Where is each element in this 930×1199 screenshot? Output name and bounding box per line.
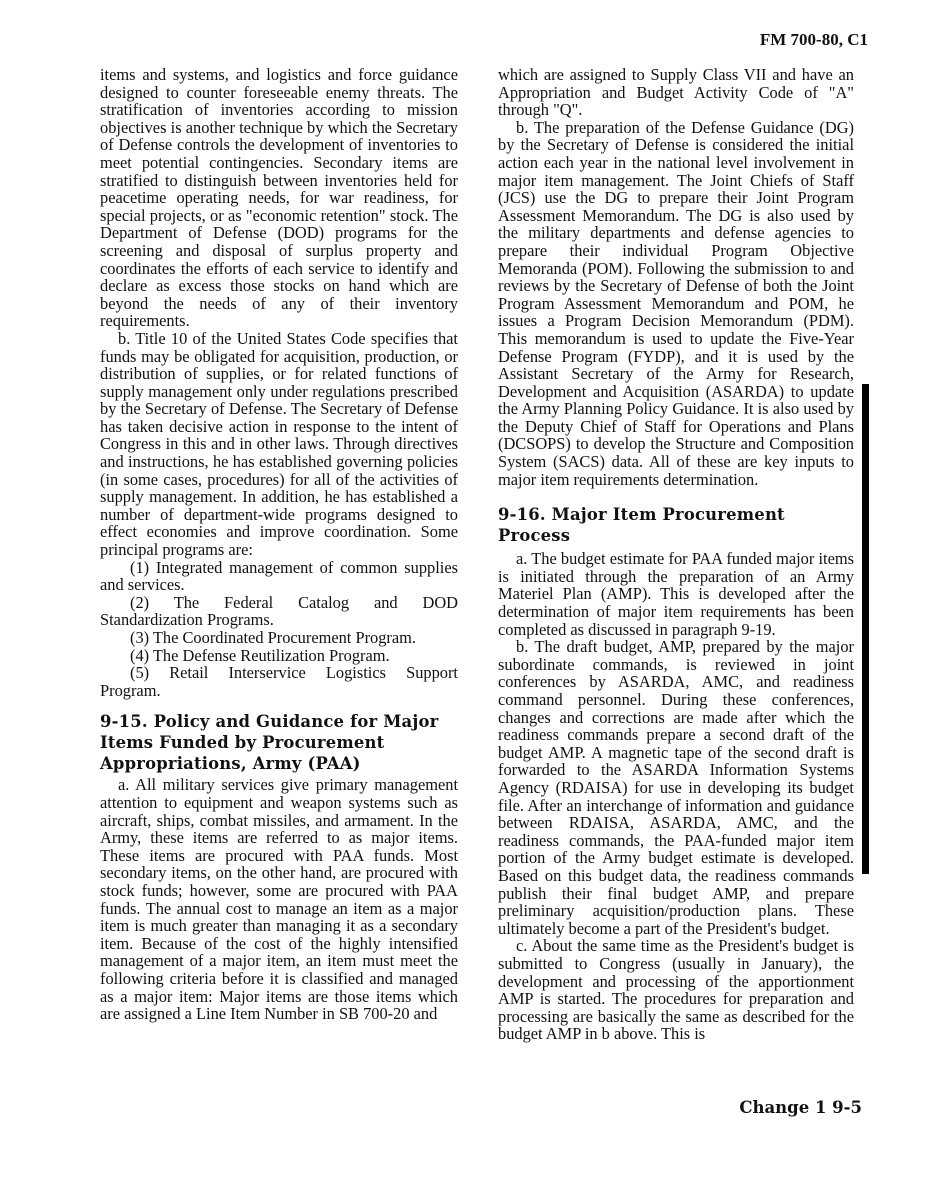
section-heading-9-15: 9-15. Policy and Guidance for Major Items Funded by Procurement Appropriations, Army (PAA) (100, 712, 439, 774)
section-heading-9-16: 9-16. Major Item Procurement Process (498, 505, 785, 546)
change-bar (862, 384, 869, 874)
paragraph-9-16-c: c. About the same time as the President's budget is submitted to Congress (usually in January), the development and processing of the apportionment AMP is started. The procedures for preparation and processing are basically the same as described for the budget AMP in b above. This is (498, 936, 854, 1044)
paragraph-9-16-a: a. The budget estimate for PAA funded major items is initiated through the preparation of an Army Materiel Plan (AMP). This is developed after the determination of major item requirements has been completed as discussed in paragraph 9-19. (498, 549, 854, 639)
paragraph-continued: items and systems, and logistics and force guidance designed to counter foreseeable enemy threats. The stratification of inventories according to mission objectives is another technique by which the Secretary of Defense controls the development of inventories to meet potential contingencies. Secondary items are stratified to distinguish between inventories held for peacetime operating needs, for war readiness, for special projects, or as "economic retention" stock. The Department of Defense (DOD) programs for the screening and disposal of surplus property and coordinates the efforts of each service to identify and declare as excess those stocks on hand which are beyond the needs of any of their inventory requirements. (100, 65, 458, 331)
paragraph-9-15-a: a. All military services give primary management attention to equipment and weapon systems such as aircraft, ships, combat missiles, and armament. In the Army, these items are referred to as major items. These items are procured with PAA funds. Most secondary items, on the other hand, are procured with stock funds; however, some are procured with PAA funds. The annual cost to manage an item as a major item is much greater than managing it as a secondary item. Because of the cost of the highly intensified management of a major item, an item must meet the following criteria before it is classified and managed as a major item: Major items are those items which are assigned a Line Item Number in SB 700-20 and (100, 775, 458, 1024)
right-column (498, 66, 854, 1043)
list-item: (2) The Federal Catalog and DOD Standardization Programs. (100, 592, 458, 630)
list-item: (3) The Coordinated Procurement Program. (130, 628, 417, 647)
left-column (100, 66, 458, 1023)
list-item: (1) Integrated management of common supplies and services. (100, 557, 458, 595)
running-head: FM 700-80, C1 (759, 30, 868, 49)
paragraph-9-16-b: b. The draft budget, AMP, prepared by the major subordinate commands, is reviewed in joint conferences by ASARDA, AMC, and readiness command personnel. During these conferences, changes and corrections are made after which the readiness commands prepare a second draft of the budget AMP. A magnetic tape of the second draft is forwarded to the ASARDA Information Systems Agency (RDAISA) for use in developing its budget file. After an interchange of information and guidance between RDAISA, ASARDA, AMC, and the readiness commands, the PAA-funded major item portion of the Army budget estimate is developed. Based on this budget data, the readiness commands publish their final budget AMP, and prepare preliminary acquisition/production plans. These ultimately become a part of the President's budget. (498, 637, 854, 938)
paragraph-b: b. Title 10 of the United States Code specifies that funds may be obligated for acquisition, production, or distribution of supplies, or for related functions of supply management only under regulations prescribed by the Secretary of Defense. The Secretary of Defense has taken decisive action in response to the intent of Congress in this and in other laws. Through directives and instructions, he has established governing policies (in some cases, procedures) for all of the activities of supply management. In addition, he has established a number of department-wide programs designed to effect economies and improve coordination. Some principal programs are: (100, 328, 458, 560)
paragraph-9-15-b: b. The preparation of the Defense Guidance (DG) by the Secretary of Defense is considered the initial action each year in the national level involvement in major item management. The Joint Chiefs of Staff (JCS) use the DG to prepare their Joint Program Assessment Memorandum. The DG is also used by the military departments and defense agencies to prepare their individual Program Objective Memoranda (POM). Following the submission to and reviews by the Secretary of Defense of both the Joint Program Assessment Memorandum and POM, he issues a Program Decision Memorandum (PDM). This memorandum is used to update the Five-Year Defense Program (FYDP), and it is used by the Assistant Secretary of the Army for Research, Development and Acquisition (ASARDA) to update the Army Planning Policy Guidance. It is also used by the Deputy Chief of Staff for Operations and Plans (DCSOPS) to develop the Structure and Composition System (SACS) data. All of these are key inputs to major item requirements determination. (498, 117, 854, 489)
page-footer: Change 1 9-5 (739, 1098, 862, 1117)
paragraph-continued: which are assigned to Supply Class VII and have an Appropriation and Budget Activity Code of "A" through "Q". (498, 65, 854, 120)
list-item: (5) Retail Interservice Logistics Support Program. (100, 663, 458, 700)
list-item: (4) The Defense Reutilization Program. (130, 645, 390, 665)
